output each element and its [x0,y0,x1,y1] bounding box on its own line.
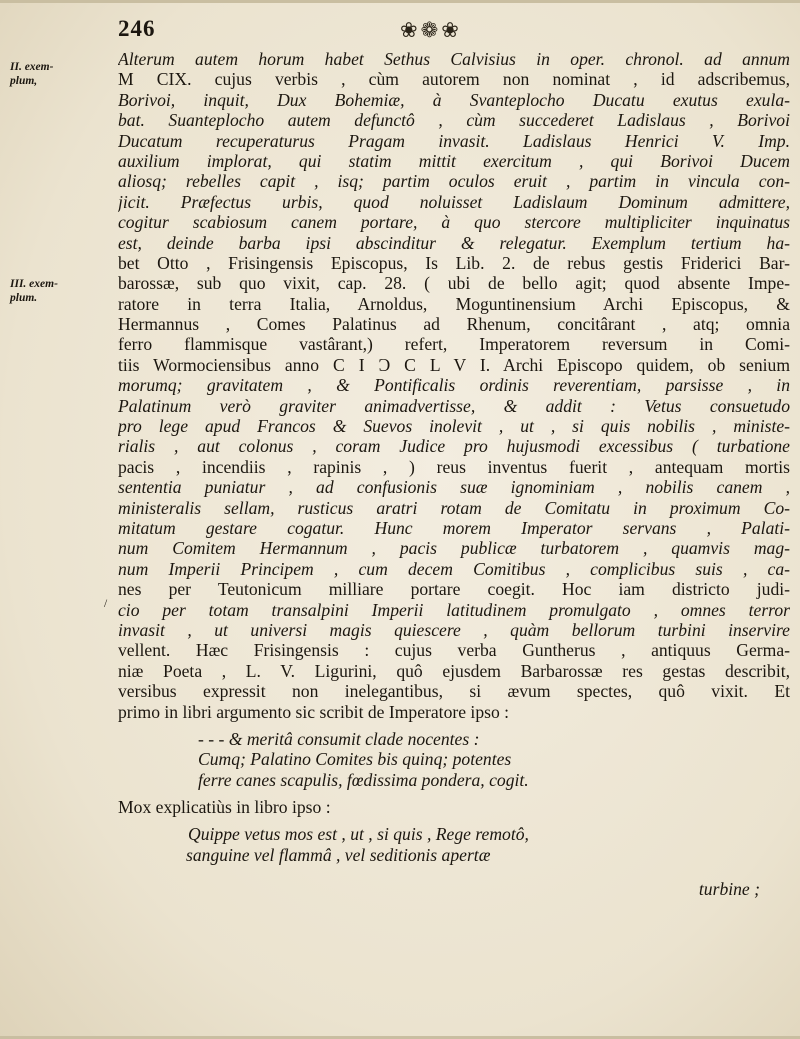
text-line: auxilium implorat, qui statim mittit exercitum , qui Borivoi Ducem [118,150,790,171]
text-line: niæ Poeta , L. V. Ligurini, quô ejusdem Barbarossæ res gestas describit, [118,660,790,681]
text-line: rialis , aut colonus , coram Judice pro hujusmodi excessibus ( turbatione [118,436,790,457]
verse-line: sanguine vel flammâ , vel seditionis apertæ [186,844,491,865]
text-line: ferro flammisque vastârant,) refert, Imperatorem reversum in Comi- [118,334,790,355]
text-line: cio per totam transalpini Imperii latitudinem promulgato , omnes terror [118,599,790,620]
text-line: pro lege apud Francos & Suevos inolevit , ut , si quis nobilis , ministe- [118,416,790,437]
page-number: 246 [118,16,156,41]
text-line: morumq; gravitatem , & Pontificalis ordinis reverentiam, parsisse , in [118,375,790,396]
margin-note-line: II. exem- [10,61,54,73]
margin-note-example-2 [10,60,110,88]
margin-note-line: plum. [10,292,38,304]
text-line: primo in libri argumento sic scribit de Imperatore ipso : [118,701,510,722]
margin-mark: / [104,598,108,610]
header-ornament-icon: ❀❁❀ [400,18,462,42]
text-line: bet Otto , Frisingensis Episcopus, Is Lib. 2. de rebus gestis Friderici Bar- [118,252,790,273]
text-line: versibus expressit non inelegantibus, si ævum spectes, quô vixit. Et [118,681,790,702]
page-top-edge [0,0,800,3]
text-line: num Imperii Principem , cum decem Comitibus , complicibus suis , ca- [118,558,790,579]
text-line: Alterum autem horum habet Sethus Calvisius in oper. chronol. ad annum [118,49,790,69]
text-line: ministeralis sellam, rusticus aratri rotam de Comitatu in proximum Co- [118,497,790,518]
text-line: ratore in terra Italia, Arnoldus, Moguntinensium Archi Episcopus, & [118,293,790,314]
text-line: mitatum gestare cogatur. Hunc morem Imperator servans , Palati- [118,517,790,538]
verse-line: - - - & meritâ consumit clade nocentes : [198,728,480,749]
margin-note-line: plum, [10,75,38,87]
continuation-line: Mox explicatiùs in libro ipso : [118,797,331,818]
text-line: nes per Teutonicum milliare portare coegit. Hoc iam districto judi- [118,579,790,600]
text-line: est, deinde barba ipsi abscinditur & relegatur. Exemplum tertium ha- [118,232,790,253]
text-line: barossæ, sub quo vixit, cap. 28. ( ubi de bello agit; quod absente Impe- [118,273,790,294]
text-line: Palatinum verò graviter animadvertisse, & addit : Vetus consuetudo [118,395,790,416]
text-line: jicit. Præfectus urbis, quod noluisset Ladislaum Dominum admittere, [118,191,790,212]
verse-line: ferre canes scapulis, fœdissima pondera, cogit. [198,769,529,790]
text-line: aliosq; rebelles capit , isq; partim oculos eruit , partim in vincula con- [118,171,790,192]
verse-line: Cumq; Palatino Comites bis quinq; potentes [198,749,512,770]
text-line: bat. Suanteplocho autem defunctô , cùm succederet Ladislaus , Borivoi [118,110,790,131]
text-line: pacis , incendiis , rapinis , ) reus inventus fuerit , antequam mortis [118,456,790,477]
text-line: sententia puniatur , ad confusionis suæ ignominiam , nobilis canem , [118,477,790,498]
text-line: Hermannus , Comes Palatinus ad Rhenum, concitârant , atq; omnia [118,314,790,335]
catchword: turbine ; [698,879,760,900]
text-line: Ducatum recuperaturus Pragam invasit. Ladislaus Henrici V. Imp. [118,130,790,151]
text-line: invasit , ut universi magis quiescere , quàm bellorum turbini inservire [118,619,790,640]
margin-note-line: III. exem- [10,278,58,290]
margin-note-example-3 [10,277,110,305]
text-line: vellent. Hæc Frisingensis : cujus verba Guntherus , antiquus Germa- [118,640,790,661]
verse-line: Quippe vetus mos est , ut , si quis , Rege remotô, [188,824,529,845]
body-text [118,49,790,900]
text-line: M CIX. cujus verbis , cùm autorem non nominat , id adscribemus, [118,69,790,90]
text-line: cogitur scabiosum canem portare, à quo stercore multipliciter inquinatus [118,212,790,233]
text-line: tiis Wormociensibus anno C I Ɔ C L V I. Archi Episcopo quidem, ob senium [118,354,790,375]
page-header [118,16,638,48]
text-line: Borivoi, inquit, Dux Bohemiæ, à Svanteplocho Ducatu exutus exula- [118,89,790,110]
text-line: num Comitem Hermannum , pacis publicæ turbatorem , quamvis mag- [118,538,790,559]
